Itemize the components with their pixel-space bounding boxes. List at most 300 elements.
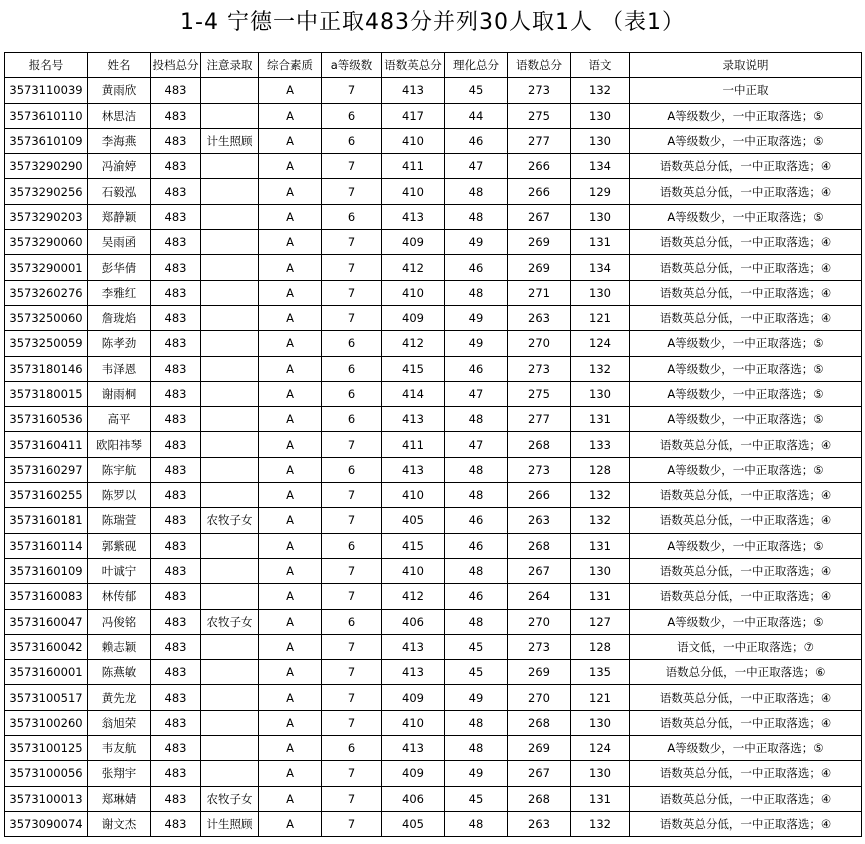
cell-col-registration-no: 3573100517: [5, 685, 88, 710]
header-col-physics-chemistry-total: 理化总分: [445, 53, 508, 78]
cell-col-chinese-math-total: 266: [508, 483, 571, 508]
cell-col-total-score: 483: [151, 533, 201, 558]
cell-col-name: 郑琳婧: [88, 786, 151, 811]
cell-col-name: 林传郁: [88, 584, 151, 609]
table-row: [5, 609, 862, 634]
cell-col-chinese: 127: [571, 609, 630, 634]
cell-col-chinese: 130: [571, 280, 630, 305]
cell-col-chinese-math-english-total: 414: [382, 381, 445, 406]
cell-col-chinese-math-english-total: 413: [382, 736, 445, 761]
cell-col-special-admission: 计生照顾: [201, 128, 259, 153]
cell-col-chinese: 131: [571, 584, 630, 609]
cell-col-chinese-math-english-total: 413: [382, 660, 445, 685]
cell-col-physics-chemistry-total: 48: [445, 280, 508, 305]
header-col-chinese-math-total: 语数总分: [508, 53, 571, 78]
cell-col-total-score: 483: [151, 457, 201, 482]
cell-col-chinese-math-english-total: 413: [382, 634, 445, 659]
cell-col-chinese-math-english-total: 415: [382, 356, 445, 381]
cell-col-a-grade-count: 7: [322, 786, 382, 811]
cell-col-chinese-math-english-total: 406: [382, 786, 445, 811]
table-row: [5, 761, 862, 786]
table-row: [5, 584, 862, 609]
cell-col-a-grade-count: 6: [322, 381, 382, 406]
cell-col-chinese-math-total: 268: [508, 786, 571, 811]
table-row: [5, 128, 862, 153]
cell-col-chinese-math-english-total: 410: [382, 710, 445, 735]
cell-col-chinese-math-total: 267: [508, 761, 571, 786]
cell-col-total-score: 483: [151, 230, 201, 255]
cell-col-physics-chemistry-total: 46: [445, 584, 508, 609]
cell-col-chinese-math-english-total: 411: [382, 154, 445, 179]
cell-col-name: 谢文杰: [88, 811, 151, 836]
cell-col-chinese-math-english-total: 413: [382, 407, 445, 432]
cell-col-physics-chemistry-total: 46: [445, 508, 508, 533]
table-row: [5, 103, 862, 128]
cell-col-physics-chemistry-total: 46: [445, 255, 508, 280]
cell-col-chinese-math-english-total: 410: [382, 483, 445, 508]
table-row: [5, 154, 862, 179]
cell-col-registration-no: 3573160411: [5, 432, 88, 457]
cell-col-registration-no: 3573100125: [5, 736, 88, 761]
cell-col-physics-chemistry-total: 48: [445, 457, 508, 482]
cell-col-total-score: 483: [151, 78, 201, 103]
cell-col-special-admission: [201, 230, 259, 255]
cell-col-total-score: 483: [151, 103, 201, 128]
table-row: [5, 305, 862, 330]
cell-col-admission-note: 一中正取: [630, 78, 862, 103]
cell-col-chinese-math-total: 275: [508, 381, 571, 406]
cell-col-admission-note: A等级数少，一中正取落选；⑤: [630, 407, 862, 432]
cell-col-a-grade-count: 7: [322, 761, 382, 786]
cell-col-total-score: 483: [151, 432, 201, 457]
cell-col-admission-note: 语数英总分低，一中正取落选；④: [630, 230, 862, 255]
cell-col-chinese-math-total: 273: [508, 634, 571, 659]
cell-col-name: 赖志颖: [88, 634, 151, 659]
cell-col-chinese-math-english-total: 409: [382, 761, 445, 786]
cell-col-admission-note: 语数英总分低，一中正取落选；④: [630, 584, 862, 609]
cell-col-chinese: 131: [571, 230, 630, 255]
cell-col-admission-note: 语数英总分低，一中正取落选；④: [630, 558, 862, 583]
cell-col-physics-chemistry-total: 45: [445, 78, 508, 103]
table-header-row: [5, 53, 862, 78]
cell-col-total-score: 483: [151, 407, 201, 432]
cell-col-overall-quality: A: [259, 407, 322, 432]
table-row: [5, 483, 862, 508]
cell-col-a-grade-count: 6: [322, 204, 382, 229]
cell-col-registration-no: 3573610110: [5, 103, 88, 128]
cell-col-chinese: 124: [571, 736, 630, 761]
cell-col-admission-note: A等级数少，一中正取落选；⑤: [630, 609, 862, 634]
cell-col-chinese-math-english-total: 415: [382, 533, 445, 558]
table-row: [5, 204, 862, 229]
cell-col-chinese-math-english-total: 411: [382, 432, 445, 457]
cell-col-overall-quality: A: [259, 103, 322, 128]
cell-col-a-grade-count: 6: [322, 356, 382, 381]
cell-col-special-admission: [201, 103, 259, 128]
table-row: [5, 280, 862, 305]
cell-col-registration-no: 3573110039: [5, 78, 88, 103]
cell-col-chinese-math-total: 273: [508, 356, 571, 381]
cell-col-registration-no: 3573290256: [5, 179, 88, 204]
cell-col-chinese-math-total: 267: [508, 204, 571, 229]
cell-col-overall-quality: A: [259, 710, 322, 735]
cell-col-total-score: 483: [151, 786, 201, 811]
cell-col-overall-quality: A: [259, 230, 322, 255]
cell-col-chinese: 135: [571, 660, 630, 685]
cell-col-chinese: 129: [571, 179, 630, 204]
table-row: [5, 786, 862, 811]
cell-col-registration-no: 3573290001: [5, 255, 88, 280]
cell-col-special-admission: [201, 685, 259, 710]
cell-col-chinese-math-total: 273: [508, 457, 571, 482]
table-row: [5, 78, 862, 103]
cell-col-chinese: 131: [571, 786, 630, 811]
cell-col-registration-no: 3573160109: [5, 558, 88, 583]
cell-col-admission-note: 语数英总分低，一中正取落选；④: [630, 154, 862, 179]
cell-col-total-score: 483: [151, 584, 201, 609]
cell-col-chinese: 124: [571, 331, 630, 356]
cell-col-chinese: 121: [571, 305, 630, 330]
cell-col-a-grade-count: 6: [322, 128, 382, 153]
cell-col-registration-no: 3573610109: [5, 128, 88, 153]
cell-col-overall-quality: A: [259, 457, 322, 482]
cell-col-chinese-math-total: 263: [508, 305, 571, 330]
cell-col-overall-quality: A: [259, 280, 322, 305]
cell-col-physics-chemistry-total: 45: [445, 660, 508, 685]
cell-col-total-score: 483: [151, 710, 201, 735]
cell-col-registration-no: 3573100260: [5, 710, 88, 735]
cell-col-a-grade-count: 7: [322, 584, 382, 609]
cell-col-admission-note: A等级数少，一中正取落选；⑤: [630, 128, 862, 153]
cell-col-a-grade-count: 7: [322, 78, 382, 103]
cell-col-admission-note: A等级数少，一中正取落选；⑤: [630, 736, 862, 761]
cell-col-registration-no: 3573160181: [5, 508, 88, 533]
cell-col-name: 彭华倩: [88, 255, 151, 280]
cell-col-a-grade-count: 7: [322, 685, 382, 710]
cell-col-registration-no: 3573100013: [5, 786, 88, 811]
cell-col-chinese-math-english-total: 413: [382, 204, 445, 229]
table-row: [5, 457, 862, 482]
cell-col-special-admission: 农牧子女: [201, 508, 259, 533]
cell-col-physics-chemistry-total: 45: [445, 786, 508, 811]
cell-col-registration-no: 3573160042: [5, 634, 88, 659]
cell-col-chinese: 131: [571, 533, 630, 558]
cell-col-a-grade-count: 6: [322, 533, 382, 558]
cell-col-total-score: 483: [151, 660, 201, 685]
cell-col-special-admission: [201, 457, 259, 482]
cell-col-total-score: 483: [151, 811, 201, 836]
cell-col-chinese-math-total: 268: [508, 432, 571, 457]
header-col-a-grade-count: a等级数: [322, 53, 382, 78]
cell-col-chinese: 130: [571, 103, 630, 128]
cell-col-total-score: 483: [151, 154, 201, 179]
cell-col-admission-note: 语数英总分低，一中正取落选；④: [630, 432, 862, 457]
admission-table: [4, 52, 862, 837]
cell-col-total-score: 483: [151, 634, 201, 659]
cell-col-overall-quality: A: [259, 634, 322, 659]
cell-col-chinese-math-english-total: 409: [382, 305, 445, 330]
cell-col-admission-note: 语数英总分低，一中正取落选；④: [630, 179, 862, 204]
cell-col-chinese: 132: [571, 508, 630, 533]
cell-col-overall-quality: A: [259, 154, 322, 179]
cell-col-chinese-math-english-total: 409: [382, 685, 445, 710]
cell-col-overall-quality: A: [259, 508, 322, 533]
cell-col-physics-chemistry-total: 46: [445, 356, 508, 381]
cell-col-admission-note: 语数英总分低，一中正取落选；④: [630, 710, 862, 735]
cell-col-chinese: 130: [571, 761, 630, 786]
cell-col-physics-chemistry-total: 48: [445, 558, 508, 583]
cell-col-overall-quality: A: [259, 786, 322, 811]
cell-col-special-admission: [201, 331, 259, 356]
cell-col-overall-quality: A: [259, 660, 322, 685]
cell-col-chinese-math-english-total: 417: [382, 103, 445, 128]
cell-col-chinese-math-english-total: 413: [382, 78, 445, 103]
cell-col-chinese-math-total: 270: [508, 685, 571, 710]
cell-col-total-score: 483: [151, 128, 201, 153]
cell-col-overall-quality: A: [259, 78, 322, 103]
cell-col-registration-no: 3573290290: [5, 154, 88, 179]
cell-col-registration-no: 3573160114: [5, 533, 88, 558]
cell-col-overall-quality: A: [259, 305, 322, 330]
cell-col-chinese: 128: [571, 457, 630, 482]
cell-col-special-admission: [201, 634, 259, 659]
cell-col-admission-note: 语数英总分低，一中正取落选；④: [630, 685, 862, 710]
cell-col-chinese-math-total: 266: [508, 179, 571, 204]
cell-col-chinese-math-english-total: 410: [382, 128, 445, 153]
header-col-special-admission: 注意录取: [201, 53, 259, 78]
cell-col-a-grade-count: 7: [322, 634, 382, 659]
cell-col-admission-note: 语数英总分低，一中正取落选；④: [630, 786, 862, 811]
cell-col-chinese-math-english-total: 405: [382, 811, 445, 836]
header-col-chinese: 语文: [571, 53, 630, 78]
cell-col-special-admission: [201, 179, 259, 204]
table-row: [5, 710, 862, 735]
cell-col-special-admission: [201, 204, 259, 229]
cell-col-a-grade-count: 6: [322, 736, 382, 761]
cell-col-total-score: 483: [151, 255, 201, 280]
cell-col-chinese-math-english-total: 405: [382, 508, 445, 533]
cell-col-overall-quality: A: [259, 609, 322, 634]
table-row: [5, 508, 862, 533]
cell-col-physics-chemistry-total: 49: [445, 230, 508, 255]
cell-col-registration-no: 3573290060: [5, 230, 88, 255]
cell-col-physics-chemistry-total: 44: [445, 103, 508, 128]
cell-col-overall-quality: A: [259, 356, 322, 381]
cell-col-overall-quality: A: [259, 533, 322, 558]
cell-col-physics-chemistry-total: 48: [445, 811, 508, 836]
cell-col-special-admission: [201, 483, 259, 508]
cell-col-total-score: 483: [151, 609, 201, 634]
cell-col-chinese-math-total: 269: [508, 660, 571, 685]
cell-col-overall-quality: A: [259, 179, 322, 204]
cell-col-registration-no: 3573290203: [5, 204, 88, 229]
cell-col-overall-quality: A: [259, 204, 322, 229]
cell-col-chinese: 130: [571, 710, 630, 735]
cell-col-chinese-math-english-total: 412: [382, 331, 445, 356]
cell-col-admission-note: 语数英总分低，一中正取落选；④: [630, 761, 862, 786]
table-row: [5, 230, 862, 255]
cell-col-chinese: 131: [571, 407, 630, 432]
cell-col-a-grade-count: 6: [322, 103, 382, 128]
header-col-chinese-math-english-total: 语数英总分: [382, 53, 445, 78]
table-row: [5, 811, 862, 836]
cell-col-total-score: 483: [151, 381, 201, 406]
cell-col-chinese-math-total: 275: [508, 103, 571, 128]
cell-col-special-admission: [201, 78, 259, 103]
cell-col-special-admission: [201, 154, 259, 179]
cell-col-physics-chemistry-total: 49: [445, 761, 508, 786]
cell-col-chinese-math-total: 271: [508, 280, 571, 305]
cell-col-admission-note: 语数英总分低，一中正取落选；④: [630, 508, 862, 533]
cell-col-admission-note: A等级数少，一中正取落选；⑤: [630, 356, 862, 381]
cell-col-a-grade-count: 7: [322, 154, 382, 179]
cell-col-name: 陈孝劲: [88, 331, 151, 356]
cell-col-special-admission: [201, 710, 259, 735]
cell-col-a-grade-count: 6: [322, 457, 382, 482]
cell-col-chinese-math-english-total: 412: [382, 584, 445, 609]
cell-col-name: 黄先龙: [88, 685, 151, 710]
cell-col-chinese: 132: [571, 78, 630, 103]
cell-col-physics-chemistry-total: 46: [445, 128, 508, 153]
cell-col-name: 石毅泓: [88, 179, 151, 204]
cell-col-physics-chemistry-total: 45: [445, 634, 508, 659]
cell-col-physics-chemistry-total: 48: [445, 407, 508, 432]
cell-col-chinese: 134: [571, 255, 630, 280]
cell-col-special-admission: [201, 356, 259, 381]
cell-col-name: 郑静颖: [88, 204, 151, 229]
cell-col-name: 陈瑞萱: [88, 508, 151, 533]
cell-col-chinese-math-english-total: 409: [382, 230, 445, 255]
cell-col-total-score: 483: [151, 179, 201, 204]
cell-col-name: 陈宇航: [88, 457, 151, 482]
cell-col-registration-no: 3573180015: [5, 381, 88, 406]
table-body: [5, 78, 862, 837]
cell-col-admission-note: A等级数少，一中正取落选；⑤: [630, 103, 862, 128]
cell-col-admission-note: 语数英总分低，一中正取落选；④: [630, 280, 862, 305]
cell-col-special-admission: [201, 736, 259, 761]
cell-col-special-admission: [201, 660, 259, 685]
cell-col-name: 冯俊铭: [88, 609, 151, 634]
cell-col-chinese-math-total: 269: [508, 736, 571, 761]
cell-col-registration-no: 3573160083: [5, 584, 88, 609]
cell-col-overall-quality: A: [259, 331, 322, 356]
cell-col-chinese-math-total: 264: [508, 584, 571, 609]
cell-col-chinese-math-english-total: 410: [382, 179, 445, 204]
cell-col-chinese: 132: [571, 356, 630, 381]
cell-col-special-admission: [201, 255, 259, 280]
cell-col-a-grade-count: 7: [322, 305, 382, 330]
cell-col-overall-quality: A: [259, 255, 322, 280]
table-row: [5, 685, 862, 710]
header-col-overall-quality: 综合素质: [259, 53, 322, 78]
cell-col-chinese: 130: [571, 128, 630, 153]
cell-col-name: 谢雨桐: [88, 381, 151, 406]
cell-col-chinese: 133: [571, 432, 630, 457]
cell-col-chinese-math-total: 269: [508, 255, 571, 280]
cell-col-physics-chemistry-total: 48: [445, 483, 508, 508]
header-col-name: 姓名: [88, 53, 151, 78]
table-row: [5, 432, 862, 457]
cell-col-overall-quality: A: [259, 381, 322, 406]
cell-col-special-admission: 农牧子女: [201, 609, 259, 634]
cell-col-special-admission: [201, 305, 259, 330]
cell-col-physics-chemistry-total: 46: [445, 533, 508, 558]
cell-col-chinese-math-english-total: 413: [382, 457, 445, 482]
cell-col-a-grade-count: 7: [322, 255, 382, 280]
cell-col-registration-no: 3573260276: [5, 280, 88, 305]
cell-col-a-grade-count: 7: [322, 660, 382, 685]
cell-col-name: 林思洁: [88, 103, 151, 128]
cell-col-admission-note: 语文低，一中正取落选；⑦: [630, 634, 862, 659]
cell-col-overall-quality: A: [259, 483, 322, 508]
cell-col-a-grade-count: 7: [322, 230, 382, 255]
cell-col-chinese-math-total: 263: [508, 811, 571, 836]
cell-col-chinese-math-total: 277: [508, 407, 571, 432]
cell-col-chinese: 121: [571, 685, 630, 710]
cell-col-registration-no: 3573160001: [5, 660, 88, 685]
cell-col-overall-quality: A: [259, 736, 322, 761]
cell-col-physics-chemistry-total: 49: [445, 685, 508, 710]
cell-col-admission-note: 语数英总分低，一中正取落选；④: [630, 305, 862, 330]
cell-col-registration-no: 3573160297: [5, 457, 88, 482]
cell-col-special-admission: [201, 432, 259, 457]
cell-col-admission-note: A等级数少，一中正取落选；⑤: [630, 457, 862, 482]
cell-col-name: 李海燕: [88, 128, 151, 153]
table-row: [5, 736, 862, 761]
cell-col-special-admission: [201, 584, 259, 609]
cell-col-name: 李雅红: [88, 280, 151, 305]
header-col-registration-no: 报名号: [5, 53, 88, 78]
cell-col-chinese-math-english-total: 406: [382, 609, 445, 634]
cell-col-total-score: 483: [151, 305, 201, 330]
cell-col-overall-quality: A: [259, 558, 322, 583]
cell-col-chinese-math-total: 269: [508, 230, 571, 255]
cell-col-registration-no: 3573250060: [5, 305, 88, 330]
cell-col-name: 韦泽恩: [88, 356, 151, 381]
cell-col-a-grade-count: 6: [322, 331, 382, 356]
cell-col-overall-quality: A: [259, 584, 322, 609]
cell-col-special-admission: [201, 407, 259, 432]
header-col-total-score: 投档总分: [151, 53, 201, 78]
cell-col-physics-chemistry-total: 48: [445, 736, 508, 761]
cell-col-physics-chemistry-total: 48: [445, 710, 508, 735]
cell-col-total-score: 483: [151, 356, 201, 381]
table-row: [5, 356, 862, 381]
cell-col-physics-chemistry-total: 47: [445, 154, 508, 179]
table-row: [5, 533, 862, 558]
cell-col-chinese: 134: [571, 154, 630, 179]
cell-col-a-grade-count: 7: [322, 432, 382, 457]
cell-col-chinese-math-total: 273: [508, 78, 571, 103]
cell-col-a-grade-count: 7: [322, 558, 382, 583]
cell-col-chinese-math-english-total: 412: [382, 255, 445, 280]
table-row: [5, 381, 862, 406]
table-row: [5, 255, 862, 280]
cell-col-chinese-math-total: 270: [508, 331, 571, 356]
cell-col-special-admission: [201, 761, 259, 786]
cell-col-registration-no: 3573160047: [5, 609, 88, 634]
table-row: [5, 331, 862, 356]
cell-col-name: 高平: [88, 407, 151, 432]
cell-col-chinese-math-total: 266: [508, 154, 571, 179]
cell-col-a-grade-count: 7: [322, 179, 382, 204]
cell-col-chinese-math-total: 277: [508, 128, 571, 153]
table-row: [5, 179, 862, 204]
cell-col-name: 詹珑焰: [88, 305, 151, 330]
cell-col-a-grade-count: 6: [322, 609, 382, 634]
cell-col-chinese-math-english-total: 410: [382, 558, 445, 583]
cell-col-physics-chemistry-total: 48: [445, 609, 508, 634]
